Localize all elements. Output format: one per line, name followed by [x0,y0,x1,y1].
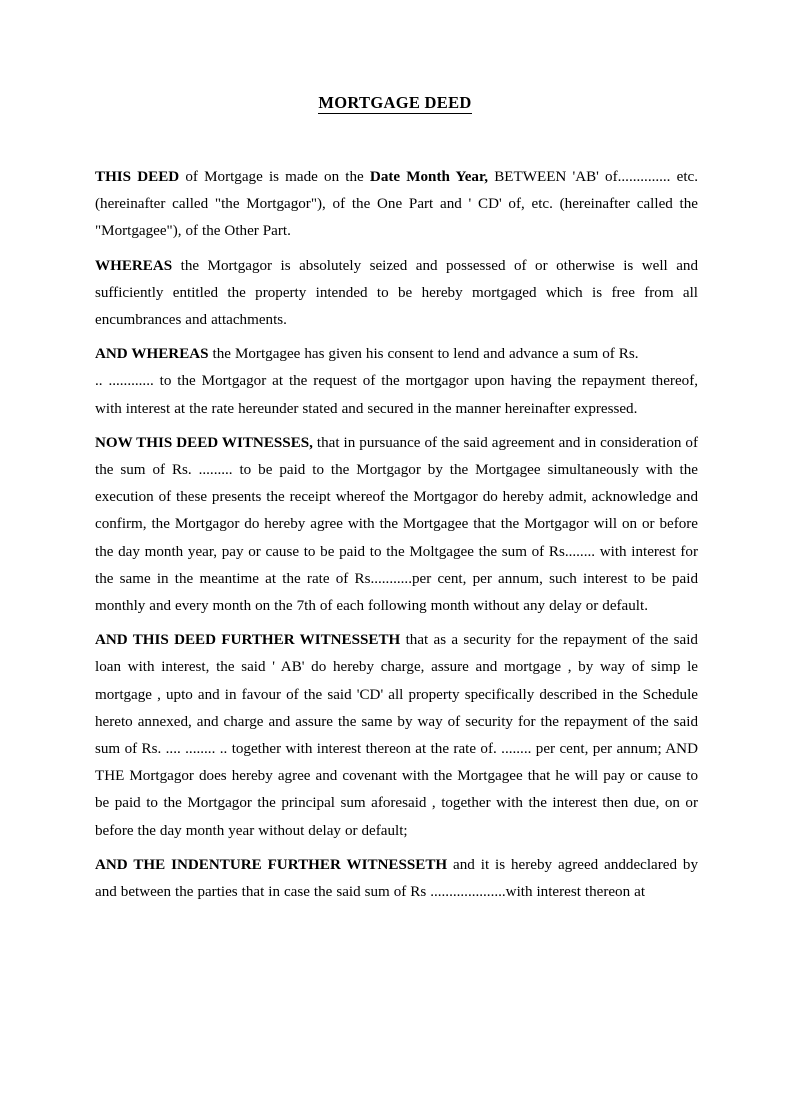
paragraph-lead-in: THIS DEED [95,169,180,185]
paragraph-text: and it is hereby agreed anddeclared by and between the parties that in case the said sum of Rs ....................with interest thereon at [95,856,699,901]
paragraph-text: that as a security for the repayment of the said loan with interest, the said ' AB' do hereby charge, assure and mortgage , by way of simp le mortgage , upto and in favour of the said 'CD' all property specifically described in the Schedule hereto annexed, and charge and assure the same by way of security for the repayment of the said sum of Rs. .... ........ .. together with interest thereon at the rate of. ........ per cent, per annum; AND THE Mortgagor does hereby agree and covenant with the Mortgagee that he will pay or cause to be paid to the Mortgagor the principal sum aforesaid , together with the interest then due, on or before the day month year without delay or default; [95,632,698,839]
paragraph-text: BETWEEN 'AB' of.............. etc. (hereinafter called "the Mortgagor"), of the One Part and ' CD' of, etc. (hereinafter called the "Mortgagee"), of the Other Part. [95,169,698,240]
paragraph-text: .. ............ to the Mortgagor at the request of the mortgagor upon having the repayment thereof, with interest at the rate hereunder stated and secured in the manner hereinafter expressed. [95,373,698,417]
paragraph-text: that in pursuance of the said agreement and in consideration of the sum of Rs. ......... to be paid to the Mortgagor by the Mortgagee simultaneously with the execution of these presents the receipt whereof the Mortgagor do hereby admit, acknowledge and confirm, the Mortgagor do hereby agree with the Mortgagee that the Mortgagor will on or before the day month year, pay or cause to be paid to the Moltgagee the sum of Rs........ with interest for the same in the meantime at the rate of Rs...........per cent, per annum, such interest to be paid monthly and every month on the 7th of each following month without any delay or default. [95,434,698,615]
document-body [95,164,698,906]
paragraph-lead-in: AND WHEREAS [95,346,209,363]
paragraph-text: of Mortgage is made on the [179,169,370,185]
paragraph-now-this-deed-witnesses [95,430,698,620]
paragraph-lead-in: NOW THIS DEED WITNESSES, [95,434,313,451]
paragraph-and-the-indenture-further-witnesseth [95,852,698,906]
page-title [0,93,790,113]
paragraph-and-this-deed-further-witnesseth [95,627,698,845]
paragraph-lead-in: AND THIS DEED FURTHER WITNESSETH [95,632,401,649]
paragraph-and-whereas [95,341,698,423]
paragraph-lead-in: AND THE INDENTURE FURTHER WITNESSETH [95,856,448,873]
paragraph-lead-in: WHEREAS [95,257,173,274]
paragraph-text: the Mortgagor is absolutely seized and possessed of or otherwise is well and sufficiently entitled the property intended to be hereby mortgaged which is free from all encumbrances and attachments. [95,257,698,329]
paragraph-emphasis: Date Month Year, [369,169,489,185]
page-title-text: MORTGAGE DEED [318,93,472,112]
paragraph-this-deed [95,164,698,246]
paragraph-whereas [95,253,698,335]
paragraph-text: the Mortgagee has given his consent to lend and advance a sum of Rs. [208,346,639,363]
